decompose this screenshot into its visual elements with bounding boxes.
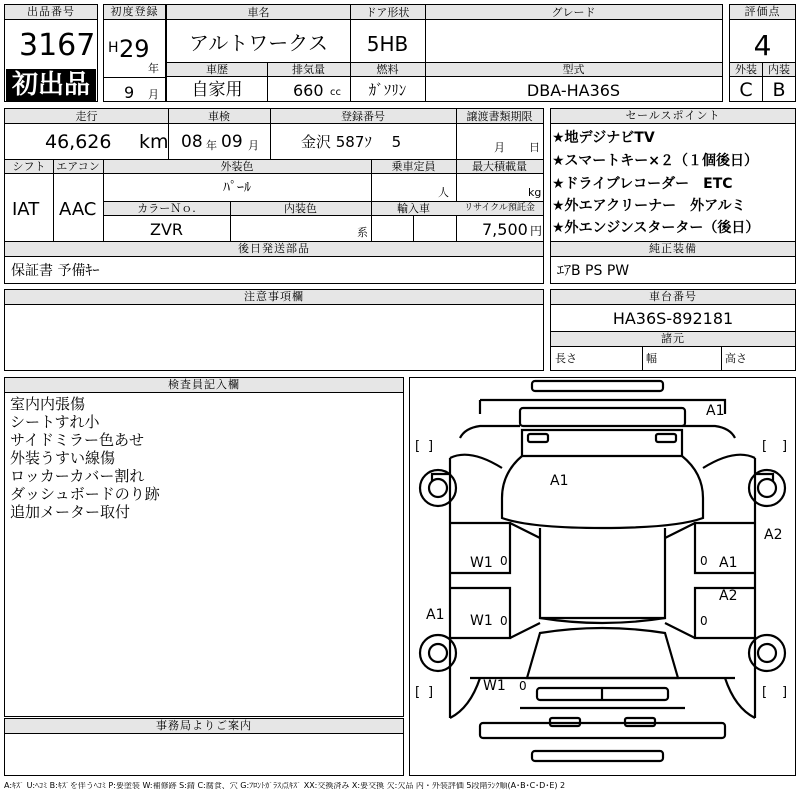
shift-value: IAT — [12, 199, 40, 220]
svg-text:[: [ — [762, 685, 768, 700]
model-header: 型式 — [562, 63, 585, 76]
svg-text:]: ] — [428, 439, 434, 454]
inspection-year-unit: 年 — [206, 139, 217, 152]
diagram-mark: A1 — [719, 555, 738, 571]
displacement-value: 660 — [293, 81, 324, 100]
capacity-unit: 人 — [438, 186, 449, 199]
notes-header: 注意事項欄 — [5, 290, 543, 305]
mileage-value: 46,626 — [45, 131, 112, 153]
diagram-mark: A1 — [706, 403, 725, 419]
capacity-header: 乗車定員 — [391, 160, 436, 173]
ac-value: AAC — [59, 199, 97, 220]
int-grade: B — [772, 79, 786, 101]
detail-box — [4, 108, 544, 242]
car-name: アルトワークス — [189, 31, 328, 55]
inspector-line: 外装うすい線傷 — [10, 449, 116, 467]
sales-point-item: ★外エアクリーナー 外アルミ — [552, 198, 746, 214]
mileage-unit: km — [139, 131, 169, 153]
month-unit: 月 — [148, 88, 159, 101]
office-header: 事務局よりご案内 — [5, 719, 403, 734]
car-diagram — [410, 378, 795, 775]
int-header: 内装 — [768, 63, 790, 76]
svg-text:]: ] — [782, 439, 788, 454]
int-color-header: 内装色 — [284, 202, 317, 215]
office-box — [4, 718, 404, 776]
reg-month: 9 — [124, 83, 135, 102]
load-header: 最大積載量 — [472, 160, 527, 173]
chassis-value: HA36S-892181 — [612, 309, 734, 328]
model-value: DBA-HA36S — [526, 81, 621, 100]
sales-point-item: ★ドライブレコーダー ETC — [552, 176, 733, 192]
registration-number: 金沢 587ｿ 5 — [301, 133, 402, 151]
ext-color-header: 外装色 — [220, 160, 254, 173]
legend-text: A:ｷｽﾞ U:ﾍｺﾐ B:ｷｽﾞを伴うﾍｺﾐ P:要塗装 W:補修跡 S:錆 C:腐食、穴 G:ﾌﾛﾝﾄｶﾞﾗｽ点ｷｽﾞ XX:交換済み X:要交換 欠:欠品 内・外装評価 5段階ﾗﾝｸ順(A･B･C･D･E) 2 — [4, 782, 566, 790]
sales-point-item: ★地デジナビTV — [552, 130, 655, 146]
equipment-value: ｴｱB PS PW — [557, 263, 630, 279]
diagram-mark: W1 — [470, 555, 493, 571]
length-label: 長さ — [555, 352, 577, 365]
inspection-month: 09 — [221, 132, 243, 152]
inspector-line: シートすれ小 — [10, 413, 100, 431]
sales-points-header: セールスポイント — [551, 109, 795, 124]
transfer-header: 譲渡書類期限 — [466, 110, 533, 123]
ext-grade: C — [739, 79, 753, 101]
inspector-line: 室内内張傷 — [10, 395, 86, 413]
width-label: 幅 — [646, 352, 657, 365]
score-value: 4 — [753, 29, 772, 62]
diagram-mark: W1 — [483, 678, 506, 694]
inspection-month-unit: 月 — [248, 139, 259, 152]
load-unit: kg — [528, 186, 542, 199]
recycle-header: リサイクル預託金 — [464, 203, 535, 213]
era: H — [108, 40, 119, 56]
chassis-box — [550, 289, 796, 371]
diagram-mark: A2 — [764, 527, 783, 543]
inspection-header: 車検 — [208, 110, 230, 123]
chassis-header: 車台番号 — [551, 290, 795, 305]
equipment-box — [550, 241, 796, 284]
sales-point-item: ★外エンジンスターター（後日） — [552, 220, 760, 236]
displacement-unit: cc — [330, 87, 341, 98]
history-header: 車歴 — [206, 63, 228, 76]
import-header: 輸入車 — [397, 202, 430, 215]
first-reg-header: 初度登録 — [104, 5, 165, 20]
svg-text:]: ] — [428, 685, 434, 700]
svg-text:]: ] — [782, 685, 788, 700]
int-color-unit: 系 — [357, 226, 368, 239]
sales-points-box — [550, 108, 796, 242]
svg-text:[: [ — [415, 439, 421, 454]
shift-header: シフト — [12, 160, 46, 173]
diagram-mark: W1 — [470, 613, 493, 629]
fuel-value: ｶﾞｿﾘﾝ — [368, 81, 407, 99]
door-type: 5HB — [366, 32, 409, 56]
history-value: 自家用 — [191, 80, 243, 100]
diagram-zero: 0 — [700, 614, 708, 628]
fuel-header: 燃料 — [376, 63, 399, 76]
color-no-header: カラーＮｏ. — [137, 202, 196, 215]
diagram-mark: A2 — [719, 588, 738, 604]
diagram-zero: 0 — [500, 614, 508, 628]
ac-header: エアコン — [56, 160, 100, 173]
car-diagram-box — [409, 377, 796, 776]
lot-header: 出品番号 — [5, 5, 97, 20]
inspector-line: サイドミラー色あせ — [10, 431, 144, 449]
ext-header: 外装 — [735, 63, 757, 76]
diagram-mark: A1 — [550, 473, 569, 489]
inspector-line: ロッカーカバー割れ — [10, 467, 145, 485]
later-parts-value: 保証書 予備ｷｰ — [11, 263, 100, 279]
transfer-day-unit: 日 — [529, 141, 540, 154]
lot-number: 3167 — [19, 28, 96, 63]
sales-point-item: ★スマートキー×２（１個後日） — [552, 153, 759, 169]
year-unit: 年 — [148, 62, 159, 75]
notes-box — [4, 289, 544, 371]
recycle-value: 7,500 — [482, 220, 528, 239]
score-header: 評価点 — [730, 5, 795, 20]
later-parts-box — [4, 241, 544, 284]
lot-box — [4, 4, 98, 102]
displacement-header: 排気量 — [292, 63, 325, 76]
first-registration-box — [103, 4, 166, 102]
svg-text:[: [ — [415, 685, 421, 700]
ext-color-value: ﾊﾟｰﾙ — [223, 180, 251, 196]
registration-header: 登録番号 — [341, 110, 385, 123]
diagram-mark: A1 — [426, 607, 445, 623]
dims-header: 諸元 — [551, 332, 795, 347]
door-header: ドア形状 — [365, 6, 410, 19]
equipment-header: 純正装備 — [551, 242, 795, 257]
later-parts-header: 後日発送部品 — [5, 242, 543, 257]
inspection-year: 08 — [181, 132, 203, 152]
mileage-header: 走行 — [75, 110, 98, 123]
car-name-header: 車名 — [247, 6, 270, 19]
color-no-value: ZVR — [149, 220, 184, 239]
diagram-zero: 0 — [700, 554, 708, 568]
inspector-line: 追加メーター取付 — [10, 503, 131, 521]
inspector-header: 検査員記入欄 — [5, 378, 403, 393]
grade-header: グレード — [551, 6, 596, 19]
car-info-box — [166, 4, 723, 102]
diagram-zero: 0 — [519, 679, 527, 693]
score-box — [729, 4, 796, 102]
inspector-box — [4, 377, 404, 717]
first-listing-badge: 初出品 — [6, 69, 96, 101]
diagram-zero: 0 — [500, 554, 508, 568]
height-label: 高さ — [725, 352, 747, 365]
svg-text:[: [ — [762, 439, 768, 454]
recycle-unit: 円 — [530, 224, 543, 238]
transfer-month-unit: 月 — [494, 141, 505, 154]
reg-year: 29 — [119, 35, 150, 63]
inspector-line: ダッシュボードのり跡 — [10, 485, 160, 503]
